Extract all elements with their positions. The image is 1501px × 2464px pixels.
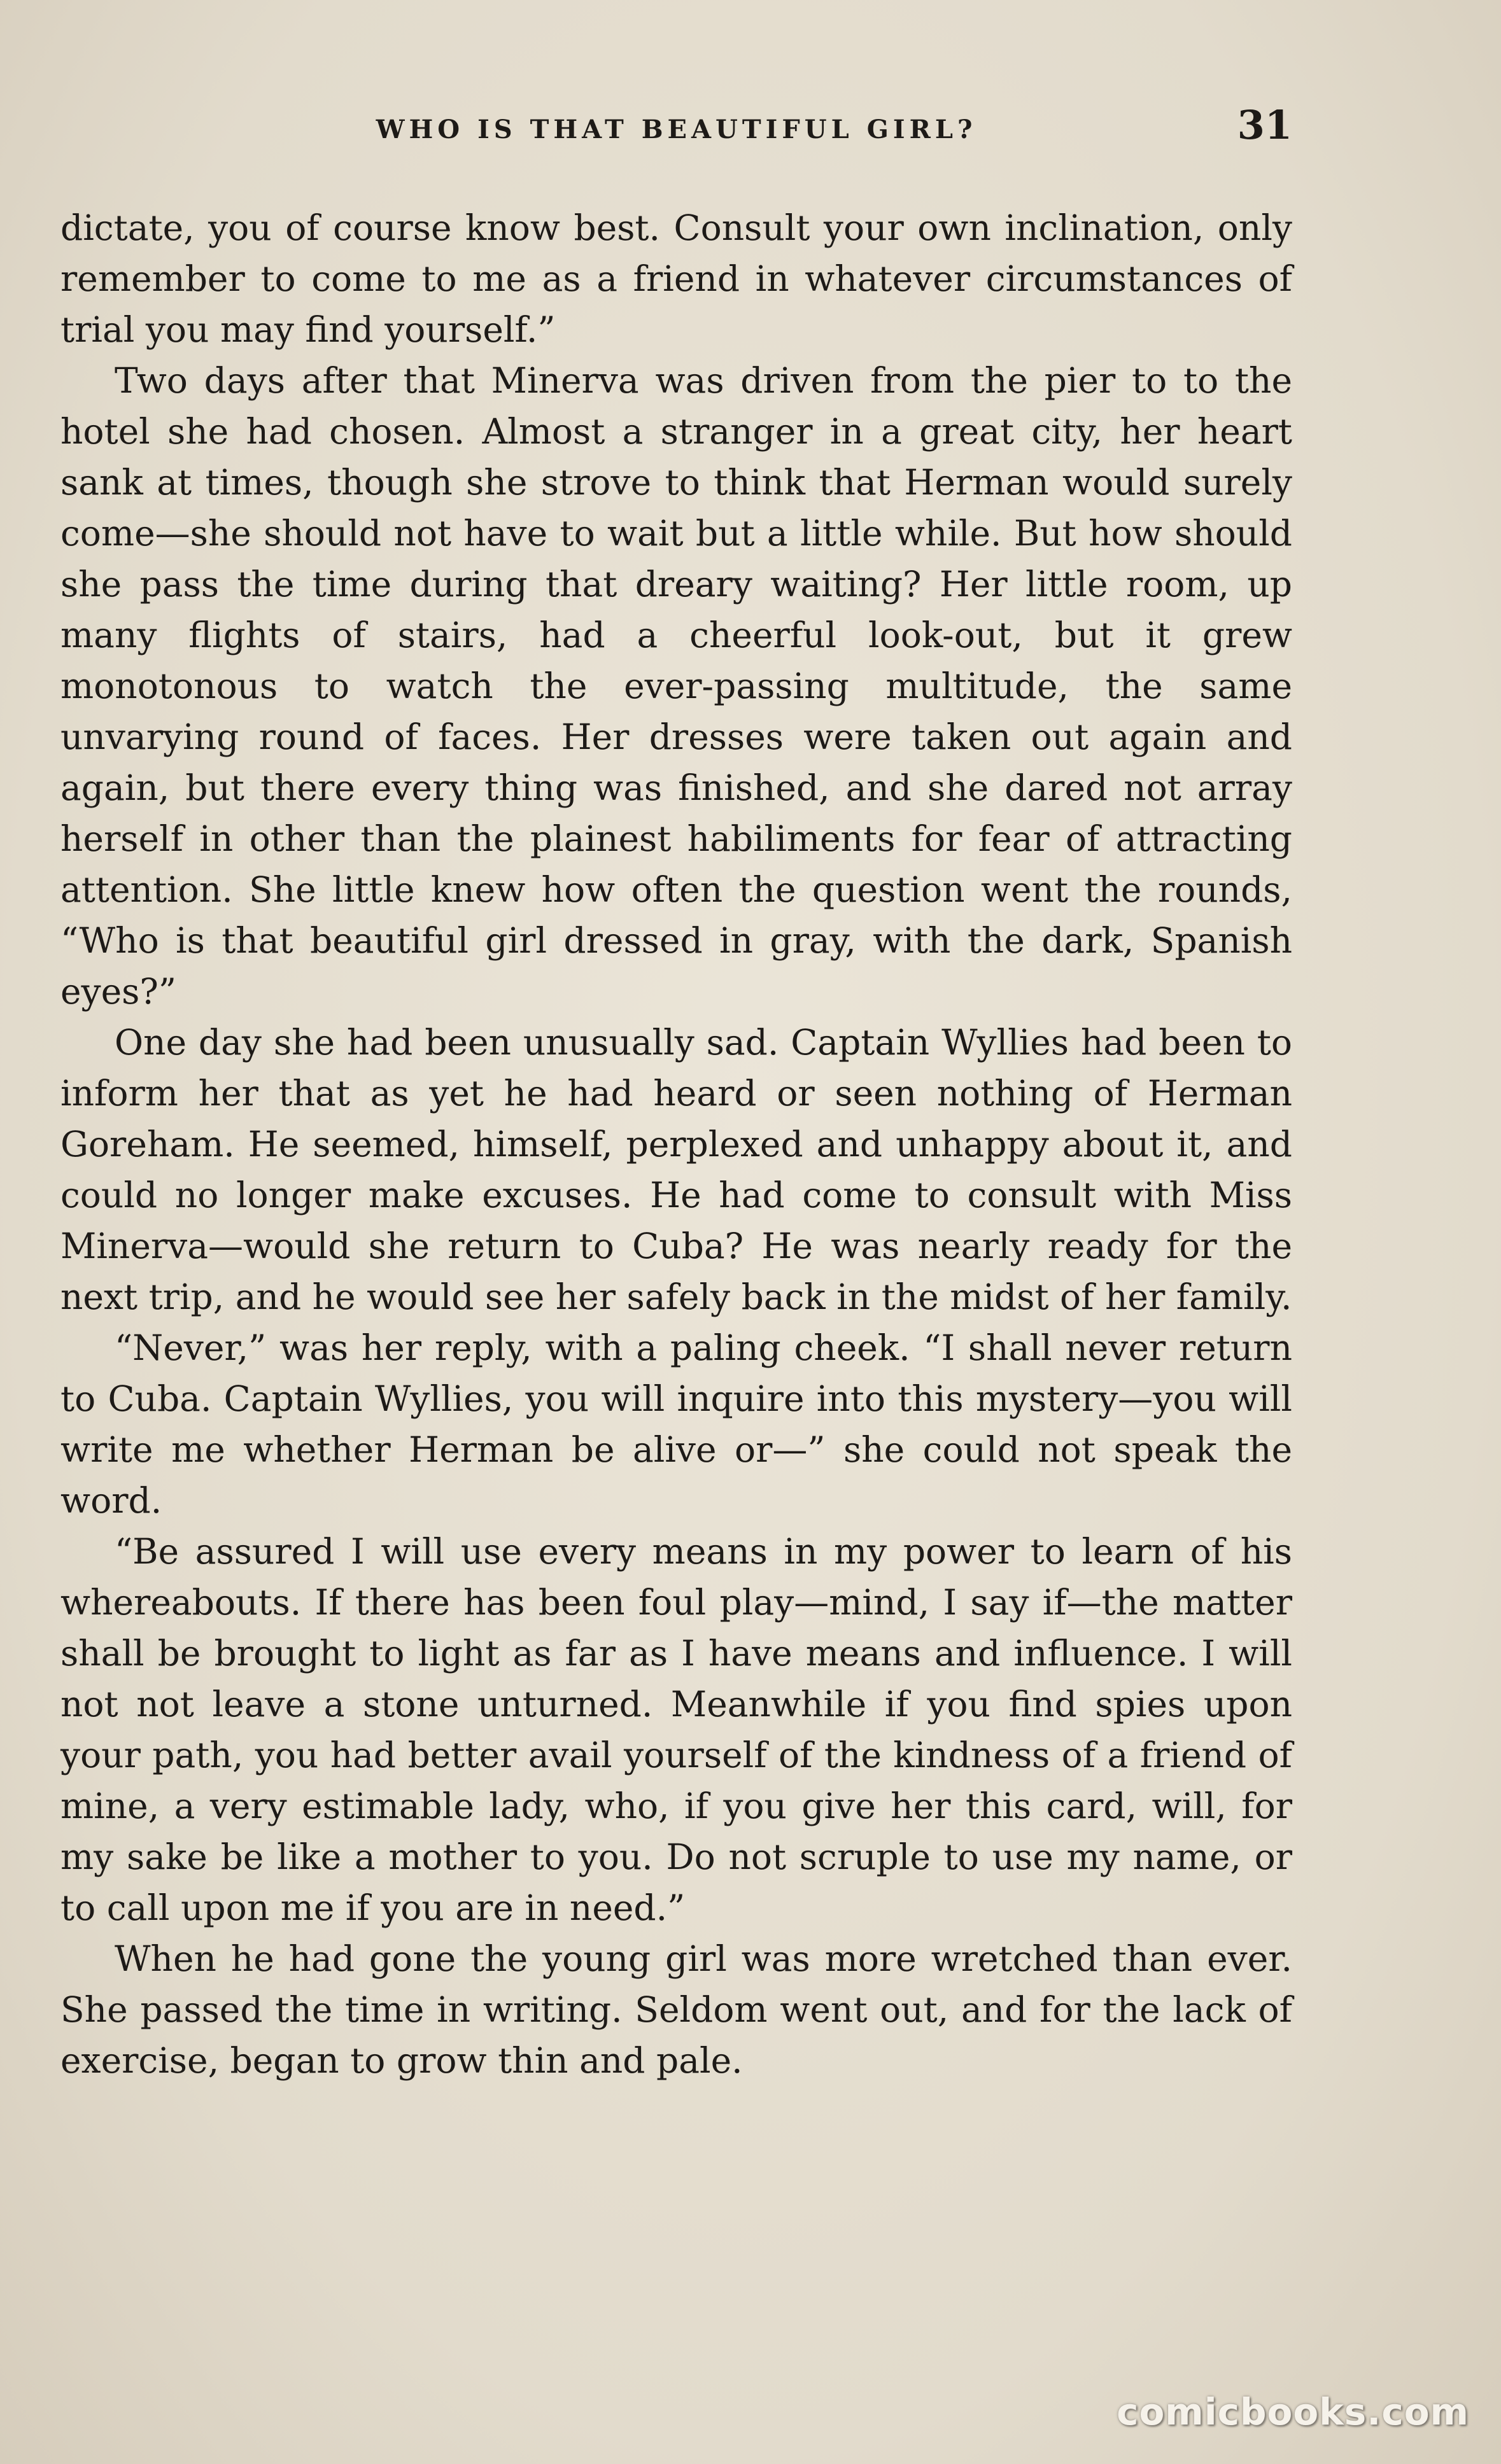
page-number: 31 (1237, 102, 1292, 148)
paragraph: dictate, you of course know best. Consult your own inclination, only remember to come to me as a friend in whatever circumstances of trial you may find yourself.” (60, 207, 1292, 350)
paragraph: When he had gone the young girl was more wretched than ever. She passed the time in writing. Seldom went out, and for the lack of exercise, began to grow thin and pale. (60, 1938, 1292, 2081)
paragraph: “Never,” was her reply, with a paling cheek. “I shall never return to Cuba. Captain Wyllies, you will inquire into this mystery—you will write me whether Herman be alive or—” she could not speak the word. (60, 1327, 1292, 1521)
running-head: WHO IS THAT BEAUTIFUL GIRL? (376, 115, 977, 144)
page-header (60, 102, 1292, 153)
paragraph: One day she had been unusually sad. Captain Wyllies had been to inform her that as yet he had heard or seen nothing of Herman Goreham. He seemed, himself, perplexed and unhappy about it, and could no longer make excuses. He had come to consult with Miss Minerva—would she return to Cuba? He was nearly ready for the next trip, and he would see her safely back in the midst of her family. (60, 1022, 1292, 1317)
body-text (60, 202, 1292, 2086)
watermark: comicbooks.com (1117, 2390, 1469, 2433)
paragraph: “Be assured I will use every means in my power to learn of his whereabouts. If there has been foul play—mind, I say if—the matter shall be brought to light as far as I have means and influence. I will not not leave a stone unturned. Meanwhile if you find spies upon your path, you had better avail yourself of the kindness of a friend of mine, a very estimable lady, who, if you give her this card, will, for my sake be like a mother to you. Do not scruple to use my name, or to call upon me if you are in need.” (60, 1531, 1292, 1928)
paragraph: Two days after that Minerva was driven from the pier to to the hotel she had chosen. Almost a stranger in a great city, her heart sank at times, though she strove to think that Herman would surely come—she should not have to wait but a little while. But how should she pass the time during that dreary waiting? Her little room, up many flights of stairs, had a cheerful look-out, but it grew monotonous to watch the ever-passing multitude, the same unvarying round of faces. Her dresses were taken out again and again, but there every thing was finished, and she dared not array herself in other than the plainest habiliments for fear of attracting attention. She little knew how often the question went the rounds, “Who is that beautiful girl dressed in gray, with the dark, Spanish eyes?” (60, 360, 1292, 1012)
